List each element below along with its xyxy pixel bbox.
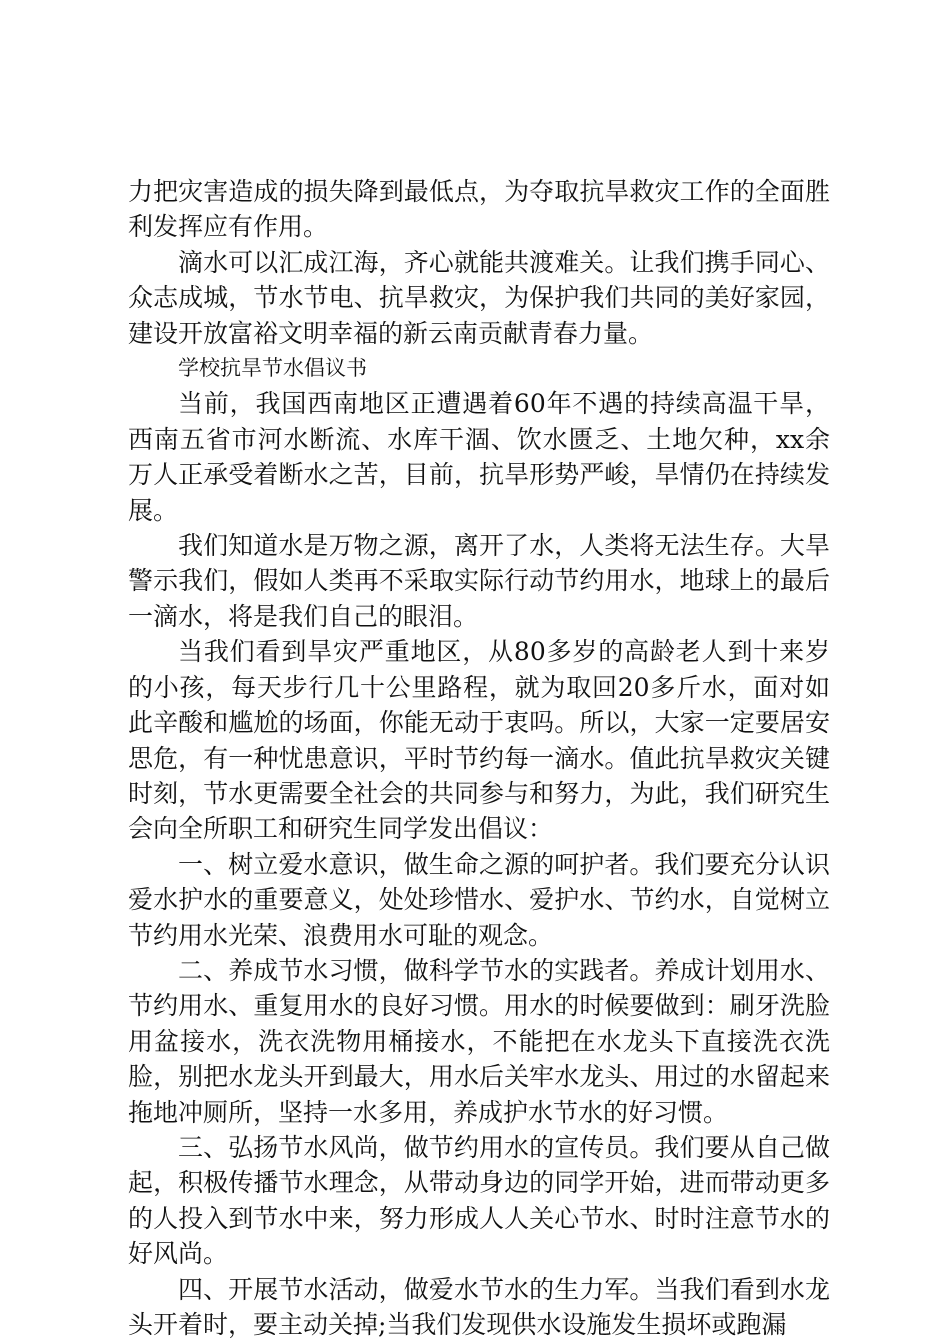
paragraph-proposal-4: 四、开展节水活动，做爱水节水的生力军。当我们看到水龙头开着时，要主动关掉;当我们发现供水设施发生损坏或跑漏 <box>128 1274 830 1339</box>
paragraph-proposal-1: 一、树立爱水意识，做生命之源的呵护者。我们要充分认识爱水护水的重要意义，处处珍惜水、爱护水、节约水，自觉树立节约用水光荣、浪费用水可耻的观念。 <box>128 849 830 950</box>
paragraph-proposal-2: 二、养成节水习惯，做科学节水的实践者。养成计划用水、节约用水、重复用水的良好习惯。用水的时候要做到：刷牙洗脸用盆接水，洗衣洗物用桶接水，不能把在水龙头下直接洗衣洗脸，别把水龙头开到最大，用水后关牢水龙头、用过的水留起来拖地冲厕所，坚持一水多用，养成护水节水的好习惯。 <box>128 955 830 1127</box>
document-body <box>128 174 830 1342</box>
paragraph-water-source: 我们知道水是万物之源，离开了水，人类将无法生存。大旱警示我们，假如人类再不采取实际行动节约用水，地球上的最后一滴水，将是我们自己的眼泪。 <box>128 531 830 631</box>
section-title: 学校抗旱节水倡议书 <box>178 356 367 381</box>
paragraph-continuation: 力把灾害造成的损失降到最低点，为夺取抗旱救灾工作的全面胜利发挥应有作用。 <box>128 177 830 242</box>
paragraph-proposal-3: 三、弘扬节水风尚，做节约用水的宣传员。我们要从自己做起，积极传播节水理念，从带动身边的同学开始，进而带动更多的人投入到节水中来，努力形成人人关心节水、时时注意节水的好风尚。 <box>128 1132 830 1269</box>
paragraph-drought-impact: 当我们看到旱灾严重地区，从80多岁的高龄老人到十来岁的小孩，每天步行几十公里路程，就为取回20多斤水，面对如此辛酸和尴尬的场面，你能无动于衷吗。所以，大家一定要居安思危，有一种忧患意识，平时节约每一滴水。值此抗旱救灾关键时刻，节水更需要全社会的共同参与和努力，为此，我们研究生会向全所职工和研究生同学发出倡议： <box>128 637 830 844</box>
paragraph-closing-appeal: 滴水可以汇成江海，齐心就能共渡难关。让我们携手同心、众志成城，节水节电、抗旱救灾，为保护我们共同的美好家园，建设开放富裕文明幸福的新云南贡献青春力量。 <box>128 247 830 348</box>
paragraph-situation: 当前，我国西南地区正遭遇着60年不遇的持续高温干旱，西南五省市河水断流、水库干涸、饮水匮乏、土地欠种，xx余万人正承受着断水之苦，目前，抗旱形势严峻，旱情仍在持续发展。 <box>128 389 830 525</box>
